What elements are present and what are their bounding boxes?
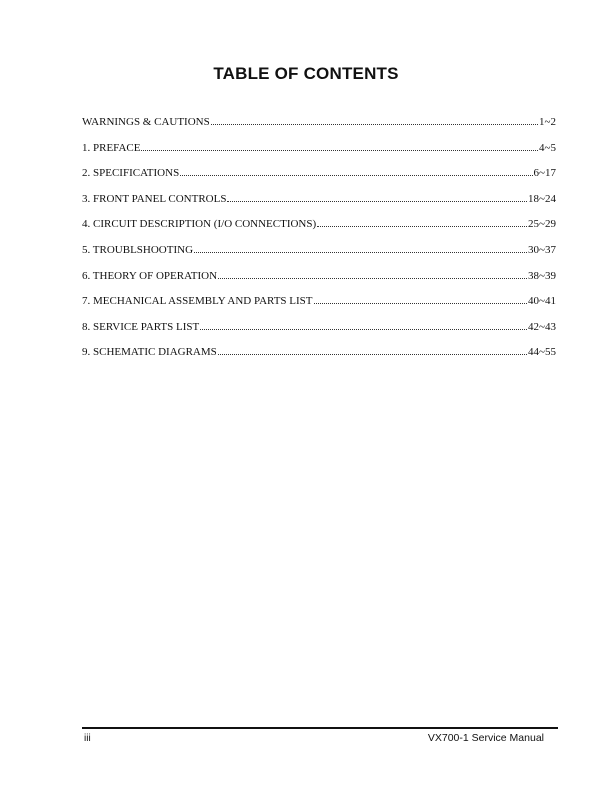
dot-leader <box>211 124 538 125</box>
dot-leader <box>218 354 527 355</box>
toc-entry-label: 4. CIRCUIT DESCRIPTION (I/O CONNECTIONS) <box>82 218 317 231</box>
toc-entry-label: 9. SCHEMATIC DIAGRAMS <box>82 346 217 359</box>
page-title: TABLE OF CONTENTS <box>213 64 399 83</box>
toc-entry-mechanical-assembly[interactable] <box>82 294 556 320</box>
toc-entry-pages: 30~37 <box>528 243 556 256</box>
toc-entry-pages: 18~24 <box>528 192 556 205</box>
toc-entry-pages: 38~39 <box>528 269 556 282</box>
toc-entry-circuit-description[interactable] <box>82 217 556 243</box>
toc-entry-pages: 1~2 <box>539 116 556 128</box>
toc-entry-specifications[interactable] <box>82 166 556 192</box>
toc-entry-front-panel-controls[interactable] <box>82 192 556 218</box>
toc-entry-troubleshooting[interactable] <box>82 243 556 269</box>
toc-entry-pages: 25~29 <box>528 218 556 231</box>
toc-entry-schematic-diagrams[interactable] <box>82 345 556 371</box>
toc-entry-pages: 6~17 <box>533 167 556 180</box>
footer-page-number: iii <box>84 733 91 744</box>
dot-leader <box>218 278 527 279</box>
footer-rule <box>82 727 558 729</box>
toc-entry-label: 2. SPECIFICATIONS <box>82 167 180 180</box>
footer-manual-title: VX700-1 Service Manual <box>427 732 544 744</box>
toc-entry-label: WARNINGS & CAUTIONS <box>82 116 210 128</box>
toc-entry-pages: 42~43 <box>528 320 556 333</box>
dot-leader <box>314 303 528 304</box>
toc-entry-preface[interactable] <box>82 141 556 167</box>
toc-entry-label: 5. TROUBLSHOOTING <box>82 243 194 256</box>
dot-leader <box>180 175 532 176</box>
toc-entry-service-parts-list[interactable] <box>82 320 556 346</box>
dot-leader <box>227 201 527 202</box>
dot-leader <box>200 329 527 330</box>
toc-entry-pages: 44~55 <box>528 346 556 359</box>
toc-entry-theory-of-operation[interactable] <box>82 269 556 295</box>
toc-entry-label: 6. THEORY OF OPERATION <box>82 269 218 282</box>
table-of-contents <box>82 115 556 371</box>
dot-leader <box>141 150 538 151</box>
toc-entry-label: 3. FRONT PANEL CONTROLS <box>82 192 227 205</box>
toc-entry-label: 7. MECHANICAL ASSEMBLY AND PARTS LIST <box>82 295 313 308</box>
dot-leader <box>194 252 527 253</box>
dot-leader <box>317 226 527 227</box>
toc-entry-pages: 4~5 <box>539 141 556 154</box>
toc-entry-pages: 40~41 <box>528 295 556 308</box>
toc-entry-label: 1. PREFACE <box>82 141 141 154</box>
toc-entry-label: 8. SERVICE PARTS LIST <box>82 320 200 333</box>
toc-entry-warnings-cautions[interactable] <box>82 115 556 141</box>
